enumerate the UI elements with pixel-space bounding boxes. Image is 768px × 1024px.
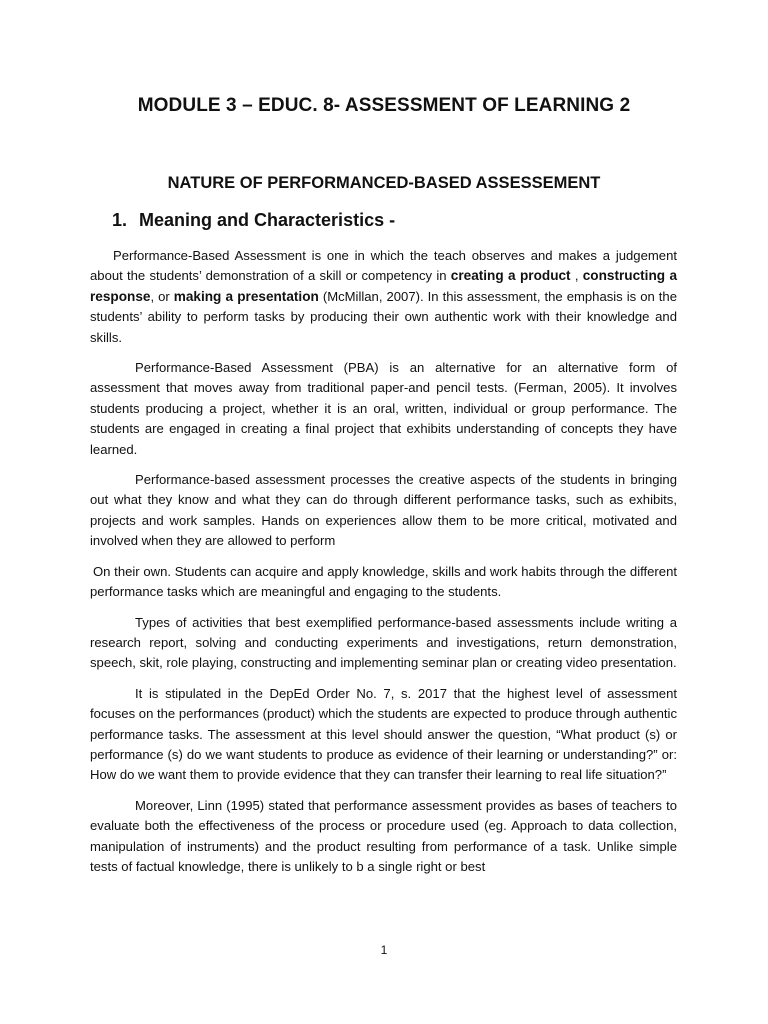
section-heading-text: Meaning and Characteristics - (139, 210, 396, 230)
paragraph-1-text-b: , (570, 268, 583, 284)
section-heading (112, 210, 395, 231)
paragraph-2: Performance-Based Assessment (PBA) is an alternative for an alternative form of assessment that moves away from traditional paper-and pencil tests. (Ferman, 2005). It involves students producing a project, whether it is an oral, written, individual or group performance. The students are engaged in creating a final project that exhibits understanding of concepts they have learned. (90, 360, 677, 457)
emphasis-creating-product: creating a product (450, 268, 571, 284)
paragraph-1-text-c: , or (150, 288, 174, 304)
module-title: MODULE 3 – EDUC. 8- ASSESSMENT OF LEARNING 2 (137, 95, 631, 116)
page-number: 1 (380, 943, 388, 957)
paragraph-1 (90, 246, 677, 348)
emphasis-constructing-response: constructing a response (90, 268, 677, 304)
document-body (90, 246, 677, 877)
paragraph-5: Types of activities that best exemplified performance-based assessments include writing a research report, solving and conducting experiments and investigations, return demonstration, speech, skit, role playing, constructing and implementing seminar plan or creating video presentation. (90, 614, 677, 671)
paragraph-7: Moreover, Linn (1995) stated that performance assessment provides as bases of teachers to evaluate both the effectiveness of the process or procedure used (eg. Approach to data collection, manipulation of instruments) and the product resulting from performance of a task. Unlike simple tests of factual knowledge, there is unlikely to b a single right or best (90, 797, 677, 874)
emphasis-making-presentation: making a presentation (173, 288, 319, 304)
paragraph-6: It is stipulated in the DepEd Order No. 7, s. 2017 that the highest level of assessment focuses on the performances (product) which the students are expected to produce through authentic performance tasks. The assessment at this level should answer the question, “What product (s) or performance (s) do we want students to produce as evidence of their learning or understanding?” or: How do we want them to provide evidence that they can transfer their learning to real life situation?” (90, 685, 677, 783)
topic-subtitle: NATURE OF PERFORMANCED-BASED ASSESSEMENT (167, 174, 601, 192)
paragraph-1-text-d: (McMillan, 2007). In this assessment, the emphasis is on the students’ ability to perform tasks by producing their own authentic work with their knowledge and skills. (90, 288, 677, 345)
paragraph-3: Performance-based assessment processes the creative aspects of the students in bringing out what they know and what they can do through different performance tasks, such as exhibits, projects and work samples. Hands on experiences allow them to be more critical, motivated and involved when they are allowed to perform (90, 472, 677, 549)
section-number: 1. (112, 210, 128, 230)
paragraph-1-text-a: Performance-Based Assessment is one in which the teach observes and makes a judgement about the students’ demonstration of a skill or competency in (90, 248, 677, 284)
paragraph-4: On their own. Students can acquire and apply knowledge, skills and work habits through the different performance tasks which are meaningful and engaging to the students. (90, 563, 677, 600)
